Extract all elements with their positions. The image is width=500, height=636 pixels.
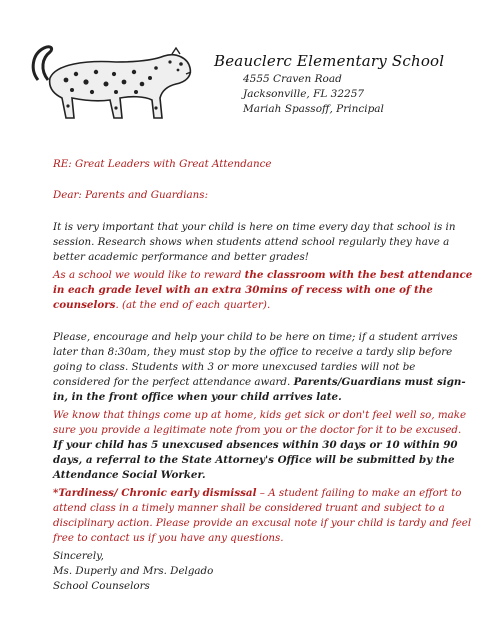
tardy-text: Please, encourage and help your child to be here on time; if a student arrives later than 8:30am, they must stop by the office to receive a tardy slip before going to class. Students with 3 or more unexcused tardies will not be considered for the perfect attendance award. bbox=[53, 331, 458, 388]
tardiness-text: – A student failing to make an effort to attend class in a timely manner shall be considered truant and subject to a disciplinary action. Please provide an excusal note if your child is tardy and feel free to contact us if you have any questions. bbox=[53, 487, 472, 544]
school-name: Beauclerc Elementary School bbox=[214, 52, 445, 70]
signer-title: School Counselors bbox=[53, 580, 150, 592]
subject-line: RE: Great Leaders with Great Attendance bbox=[53, 158, 272, 170]
tardy-signin-note: Parents/Guardians must sign-in, in the front office when your child arrives late. bbox=[53, 376, 466, 403]
paragraph-importance bbox=[53, 220, 473, 265]
closing: Sincerely, bbox=[53, 550, 104, 562]
paragraph-tardy bbox=[53, 330, 473, 405]
reward-note: . (at the end of each quarter). bbox=[115, 299, 271, 311]
absences-referral-note: If your child has 5 unexcused absences within 30 days or 10 within 90 days, a referral to the State Attorney's Office will be submitted by the Attendance Social Worker. bbox=[53, 439, 458, 481]
paragraph-reward bbox=[53, 268, 473, 313]
signers: Ms. Duperly and Mrs. Delgado bbox=[53, 565, 214, 577]
salutation: Dear: Parents and Guardians: bbox=[53, 189, 209, 201]
reward-highlight: the classroom with the best attendance in each grade level with an extra 30mins of recess with one of the counselors bbox=[53, 269, 473, 311]
paragraph-importance-text: It is very important that your child is here on time every day that school is in session. Research shows when students attend school regularly they have a better academic performance and better grades! bbox=[53, 221, 456, 263]
signature-block bbox=[53, 549, 473, 594]
leopard-mascot-icon bbox=[26, 40, 196, 122]
paragraph-tardiness-policy bbox=[53, 486, 473, 546]
principal-name: Mariah Spassoff, Principal bbox=[243, 103, 384, 115]
address-city: Jacksonville, FL 32257 bbox=[243, 88, 365, 100]
address-street: 4555 Craven Road bbox=[243, 73, 342, 85]
absences-text: We know that things come up at home, kids get sick or don't feel well so, make sure you provide a legitimate note from you or the doctor for it to be excused. bbox=[53, 409, 467, 436]
reward-intro: As a school we would like to reward bbox=[53, 269, 245, 281]
paragraph-absences bbox=[53, 408, 473, 483]
tardiness-heading: *Tardiness/ Chronic early dismissal bbox=[53, 487, 257, 499]
